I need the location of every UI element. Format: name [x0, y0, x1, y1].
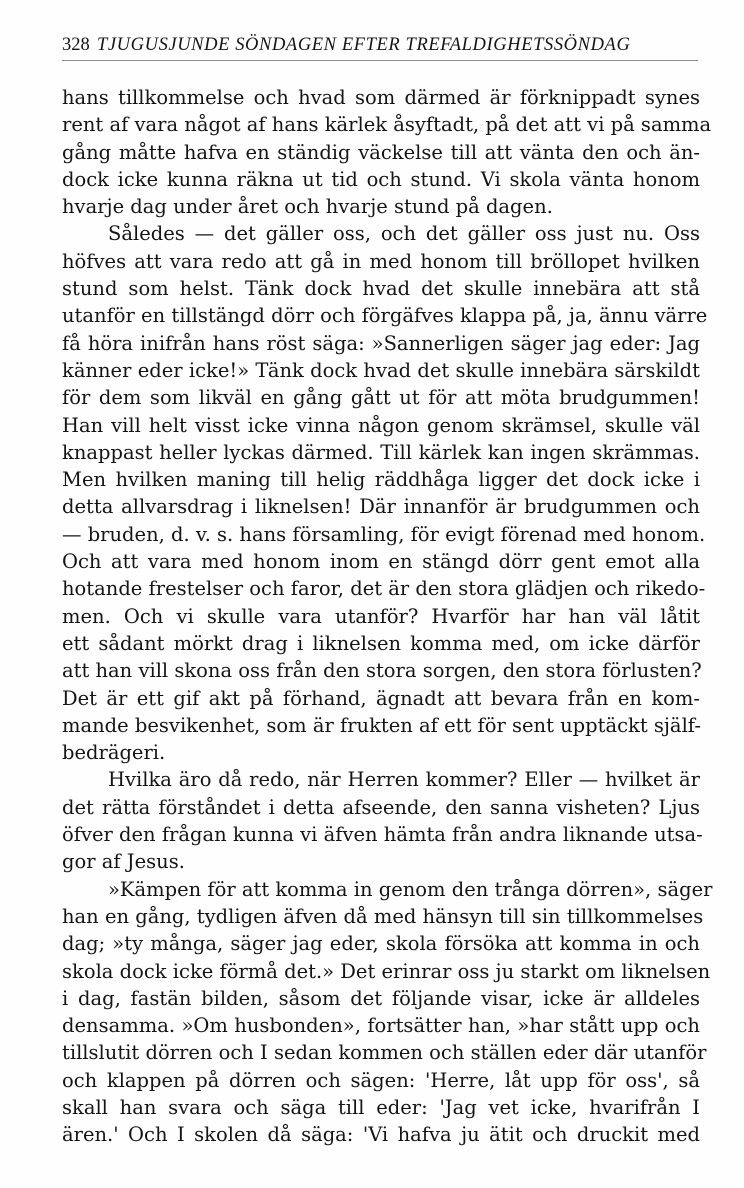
text-line: mande besvikenhet, som är frukten af ett för sent upptäckt själf- [62, 713, 701, 737]
text-line: Således — det gäller oss, och det gäller oss just nu. Oss [108, 222, 700, 246]
text-line: rent af vara något af hans kärlek åsyftadt, på det att vi på samma [62, 113, 712, 137]
text-line: hans tillkommelse och hvad som därmed är förknippadt synes [62, 86, 700, 109]
text-line: i dag, fastän bilden, såsom det följande visar, icke är alldeles [62, 986, 700, 1010]
page-number: 328 [62, 35, 90, 55]
text-line: höfves att vara redo att gå in med honom till bröllopet hvilken [62, 249, 700, 273]
running-header [62, 33, 702, 57]
text-line: skall han svara och säga till eder: 'Jag vet icke, hvarifrån I [62, 1095, 700, 1119]
text-line: hotande frestelser och faror, det är den stora glädjen och rikedo- [62, 577, 706, 601]
text-line: öfver den frågan kunna vi äfven hämta från andra liknande utsa- [62, 823, 703, 847]
text-line: bedrägeri. [62, 741, 166, 765]
text-line: gång måtte hafva en ständig väckelse till att vänta den och än- [62, 140, 700, 164]
text-line: ett sådant mörkt drag i liknelsen komma med, om icke därför [62, 631, 700, 655]
text-line: och klappen på dörren och sägen: 'Herre, låt upp för oss', så [62, 1068, 700, 1092]
text-line: ären.' Och I skolen då säga: 'Vi hafva ju ätit och druckit med [62, 1123, 700, 1147]
text-line: Det är ett gif akt på förhand, ägnadt att bevara från en kom- [62, 686, 700, 710]
text-line: dock icke kunna räkna ut tid och stund. Vi skola vänta honom [62, 167, 700, 191]
text-line: Men hvilken maning till helig räddhåga ligger det dock icke i [62, 468, 700, 492]
text-line: densamma. »Om husbonden», fortsätter han, »har stått upp och [62, 1014, 700, 1038]
text-line: känner eder icke!» Tänk dock hvad det skulle innebära särskildt [62, 358, 700, 382]
text-line: Och att vara med honom inom en stängd dörr gent emot alla [62, 550, 700, 574]
text-line: »Kämpen för att komma in genom den trånga dörren», säger [108, 877, 713, 901]
text-line: skola dock icke förmå det.» Det erinrar oss ju starkt om liknelsen [62, 959, 711, 983]
text-line: — bruden, d. v. s. hans församling, för evigt förenad med honom. [62, 522, 706, 546]
text-line: men. Och vi skulle vara utanför? Hvarför har han väl låtit [62, 604, 700, 628]
text-line: för dem som likväl en gång gått ut för att möta brudgummen! [62, 386, 700, 410]
text-line: få höra inifrån hans röst säga: »Sannerligen säger jag eder: Jag [62, 331, 700, 355]
text-line: tillslutit dörren och I sedan kommen och ställen eder där utanför [62, 1041, 707, 1065]
text-line: Han vill helt visst icke vinna någon genom skrämsel, skulle väl [62, 413, 700, 437]
text-line: dag; »ty många, säger jag eder, skola försöka att komma in och [62, 932, 700, 956]
text-line: stund som helst. Tänk dock hvad det skulle innebära att stå [62, 277, 700, 301]
text-line: gor af Jesus. [62, 850, 185, 874]
text-line: hvarje dag under året och hvarje stund på dagen. [62, 195, 553, 219]
running-title: TJUGUSJUNDE SÖNDAGEN EFTER TREFALDIGHETSSÖNDAG [96, 35, 631, 55]
text-line: att han vill skona oss från den stora sorgen, den stora förlusten? [62, 659, 702, 683]
text-line: det rätta förståndet i detta afseende, den sanna visheten? Ljus [62, 795, 700, 819]
text-line: han en gång, tydligen äfven då med hänsyn till sin tillkommelses [62, 904, 704, 928]
header-rule [62, 60, 698, 61]
text-line: detta allvarsdrag i liknelsen! Där innanför är brudgummen och [62, 495, 700, 519]
text-line: utanför en tillstängd dörr och förgäfves klappa på, ja, ännu värre [62, 304, 708, 328]
text-line: knappast heller lyckas därmed. Till kärlek kan ingen skrämmas. [62, 440, 700, 464]
body-text [62, 84, 713, 1149]
text-line: Hvilka äro då redo, när Herren kommer? Eller — hvilket är [108, 768, 700, 792]
